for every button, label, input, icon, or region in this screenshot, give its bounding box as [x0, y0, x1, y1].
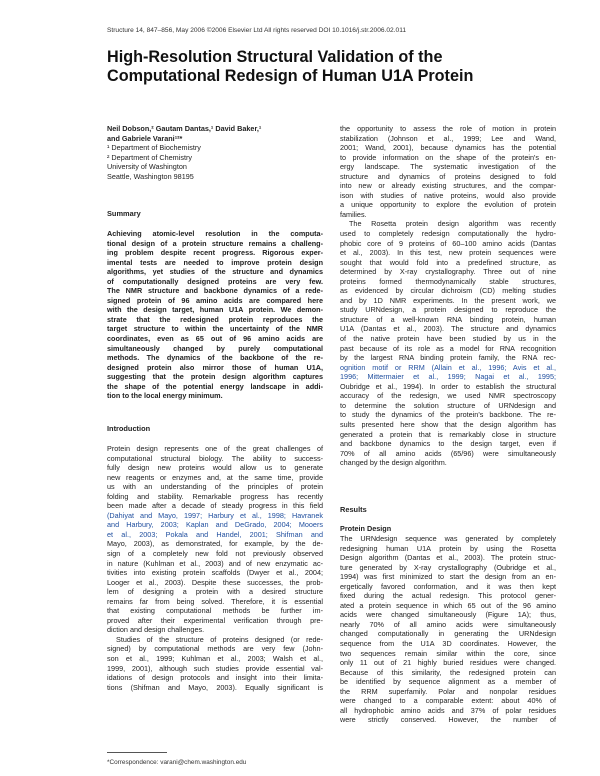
body-line: idations of design protocols and insight into their limita-: [107, 673, 323, 683]
body-line: et al., 2003). In this test, new protein sequences were: [340, 248, 556, 258]
body-line: ergy landscape. The systematic investigation of the: [340, 162, 556, 172]
abstract-line: suggesting that the protein design algorithm captures: [107, 372, 323, 382]
body-line: past because of its role as a model for RNA recognition: [340, 343, 556, 353]
body-line: lem of designing a protein with a desired structure: [107, 587, 323, 597]
affiliation-line: University of Washington: [107, 162, 187, 172]
body-line: Protein design represents one of the great challenges of: [107, 444, 323, 453]
body-line: ture generated by X-ray crystallography (Oubridge et al.,: [340, 562, 556, 572]
body-line: and by 1D NMR experiments. In the present work, we: [340, 295, 556, 305]
abstract-line: coordinates, even as 65 out of 96 amino acids are: [107, 334, 323, 344]
body-line: accuracy of the redesign, we used NMR spectroscopy: [340, 391, 556, 401]
body-line: two sequences remain similar within the core, since: [340, 648, 556, 658]
body-line: structure and dynamics of proteins designed to fold: [340, 171, 556, 181]
author-block: [107, 124, 323, 181]
abstract-line: tional design of a protein structure remains a challeng-: [107, 238, 323, 248]
results-body: [340, 534, 556, 725]
body-line: the opportunity to assess the role of motion in protein: [340, 124, 556, 133]
body-line: folding and stability. Remarkable progress has recently: [107, 491, 323, 501]
body-line: structure of a well-known RNA binding protein, human: [340, 314, 556, 324]
abstract-line: ing problem despite recent progress. Rigorous exper-: [107, 248, 323, 258]
body-line: remains far from being solved. Therefore, it is essential: [107, 596, 323, 606]
body-line: changed computationally in generating the URNdesign: [340, 629, 556, 639]
body-line: signed) by computational methods are very few (John-: [107, 644, 323, 654]
body-line: sought that would fold into a predefined structure, as: [340, 257, 556, 267]
body-line: Looger et al., 2003). Despite these successes, the prob-: [107, 577, 323, 587]
body-line: be identified by sequence alignment as a member of: [340, 677, 556, 687]
body-line: stabilization (Johnson et al., 1999; Lee and Wand,: [340, 133, 556, 143]
body-line: U1A (Dantas et al., 2003). The structure and dynamics: [340, 324, 556, 334]
body-line: changed by the design algorithm.: [340, 458, 447, 468]
abstract-line: tion to the local energy minimum.: [107, 391, 223, 401]
body-line: to determine the solution structure of URNdesign and: [340, 400, 556, 410]
article-title: [107, 48, 547, 86]
body-line: study URNdesign, a protein designed to reproduce the: [340, 305, 556, 315]
abstract-line: simultaneously changed by purely computational: [107, 343, 323, 353]
body-line: by the largest RNA binding protein family, the RNA rec-: [340, 353, 556, 363]
abstract-line: Achieving atomic-level resolution in the computa-: [107, 229, 323, 238]
body-line: all hydrophobic amino acids and 37% of polar residues: [340, 705, 556, 715]
citation-line[interactable]: et al., 2003; Pokala and Handel, 2001; Shifman and: [107, 529, 323, 539]
abstract-line: strate that the redesigned protein reproduces the: [107, 314, 323, 324]
body-line: tivities into existing protein scaffolds (Dwyer et al., 2004;: [107, 568, 323, 578]
body-line: sults presented here show that the design algorithm has: [340, 419, 556, 429]
body-line: 2001; Wand, 2001), because dynamics has the potential: [340, 143, 556, 153]
body-line: nearly 70% of all amino acids were simultaneously: [340, 619, 556, 629]
body-line: fixed during the actual redesign. This protocol gener-: [340, 591, 556, 601]
body-line: computational structural biology. The ability to success-: [107, 453, 323, 463]
body-line: proved after their experimental verification through pre-: [107, 615, 323, 625]
body-line: tions (Shifman and Mayo, 2003). Equally significant is: [107, 682, 323, 692]
author-line: Neil Dobson,² Gautam Dantas,¹ David Baker,¹: [107, 124, 262, 133]
results-heading: Results: [340, 505, 367, 514]
body-line: Studies of the structure of proteins designed (or rede-: [116, 634, 323, 644]
right-paragraph-1: [340, 124, 556, 468]
body-line: a unique opportunity to explore the evolution of protein: [340, 200, 556, 210]
results-subheading: Protein Design: [340, 524, 392, 533]
body-line: the RRM superfamily. Polar and nonpolar residues: [340, 686, 556, 696]
body-line: to study the dynamics of the protein's backbone. The re-: [340, 410, 556, 420]
body-line: as evidenced by circular dichroism (CD) melting studies: [340, 286, 556, 296]
abstract-line: The NMR structure and backbone dynamics of a rede-: [107, 286, 323, 296]
body-line: Mayo, 2003), as demonstrated, for example, by the de-: [107, 539, 323, 549]
correspondence-footnote[interactable]: *Correspondence: varani@chem.washington.edu: [107, 759, 247, 766]
body-line: sequence from the U1A 3D coordinates. However, the: [340, 639, 556, 649]
citation-line[interactable]: (Dahiyat and Mayo, 1997; Harbury et al., 1998; Havranek: [107, 510, 323, 520]
body-line: acids were changed simultaneously (Figure 1A); thus,: [340, 610, 556, 620]
body-line: into new or already existing structures, and the compar-: [340, 181, 556, 191]
affiliation-line: Seattle, Washington 98195: [107, 171, 194, 181]
summary-heading: Summary: [107, 209, 141, 218]
body-line: The Rosetta protein design algorithm was recently: [349, 219, 556, 229]
body-line: of the native protein have been studied by us in the: [340, 334, 556, 344]
body-line: sign of a completely new fold not previously observed: [107, 549, 323, 559]
abstract-line: of computationally designed proteins are very few.: [107, 276, 323, 286]
body-line: redesigning human U1A protein by using the Rosetta: [340, 543, 556, 553]
footnote-rule: [107, 752, 167, 753]
body-line: families.: [340, 209, 367, 219]
body-line: 1994) was first minimized to start the design from an en-: [340, 572, 556, 582]
body-line: were changed to a comparable extent: about 40% of: [340, 696, 556, 706]
abstract-line: imental tests are needed to improve protein design: [107, 257, 323, 267]
citation-line[interactable]: and Harbury, 2003; Kaplan and DeGrado, 2004; Mooers: [107, 520, 323, 530]
body-line: son et al., 1999; Kuhlman et al., 2003; Walsh et al.,: [107, 654, 323, 664]
body-line: determined by X-ray crystallography. Three out of nine: [340, 267, 556, 277]
intro-heading: Introduction: [107, 424, 151, 433]
citation-line[interactable]: 1996; Mittermaier et al., 1999; Nagai et al., 1995;: [340, 372, 556, 382]
body-line: new reagents or enzymes and, at the same time, provide: [107, 472, 323, 482]
body-line: ergetically favored conformation, and it was then kept: [340, 581, 556, 591]
body-line: proteins formed thermodynamically stable structures,: [340, 276, 556, 286]
abstract-line: signed protein of 96 amino acids are compared here: [107, 295, 323, 305]
abstract-line: methods. The dynamics of the backbone of the re-: [107, 353, 323, 363]
citation-line[interactable]: ognition motif or RRM (Allain et al., 1996; Avis et al.,: [340, 362, 556, 372]
journal-header: Structure 14, 847–856, May 2006 ©2006 Elsevier Ltd All rights reserved DOI 10.1016/j.str.2006.02.011: [107, 27, 407, 34]
title-line: High-Resolution Structural Validation of the: [107, 48, 443, 66]
body-line: phobic core of 9 proteins of 60–100 amino acids (Dantas: [340, 238, 556, 248]
body-line: Oubridge et al., 1994). In order to establish the structural: [340, 381, 556, 391]
affiliation-line: ¹ Department of Biochemistry: [107, 143, 201, 153]
author-line: and Gabriele Varani¹²*: [107, 133, 183, 143]
body-line: 70% of all amino acids (65/96) were simultaneously: [340, 448, 556, 458]
body-line: only 11 out of 21 highly buried residues were changed.: [340, 658, 556, 668]
abstract-line: with the design target, human U1A protein. We demon-: [107, 305, 323, 315]
body-line: and backbone dynamics to the design target, even if: [340, 439, 556, 449]
body-line: in nature (Kuhlman et al., 2003) and of new enzymatic ac-: [107, 558, 323, 568]
abstract-line: target structure to within the uncertainty of the NMR: [107, 324, 323, 334]
body-line: Design algorithm (Dantas et al., 2003). The protein struc-: [340, 553, 556, 563]
affiliation-line: ² Department of Chemistry: [107, 152, 193, 162]
body-line: to provide information on the shape of the protein's en-: [340, 152, 556, 162]
body-line: diction and design challenges.: [107, 625, 205, 635]
body-line: that existing computational methods be further im-: [107, 606, 323, 616]
body-line: used to completely redesign computationally the hydro-: [340, 229, 556, 239]
summary-abstract: [107, 229, 323, 401]
abstract-line: the shape of the potential energy landscape in addi-: [107, 381, 323, 391]
intro-body: [107, 444, 323, 692]
body-line: ated a protein sequence in which 65 out of the 96 amino: [340, 600, 556, 610]
body-line: The URNdesign sequence was generated by completely: [340, 534, 556, 543]
body-line: Because of this similarity, the redesigned protein can: [340, 667, 556, 677]
body-line: generated a protein that is remarkably close in structure: [340, 429, 556, 439]
body-line: 1999, 2001), although such studies provide essential val-: [107, 663, 323, 673]
body-line: fully design new proteins would allow us to generate: [107, 463, 323, 473]
body-line: ison with studies of native proteins, would also provide: [340, 190, 556, 200]
abstract-line: algorithms, yet studies of the structure and dynamics: [107, 267, 323, 277]
body-line: us with an understanding of the principles of protein: [107, 482, 323, 492]
body-line: were strictly conserved. However, the number of: [340, 715, 556, 725]
body-line: been made after a decade of steady progress in this field: [107, 501, 323, 511]
title-line: Computational Redesign of Human U1A Protein: [107, 67, 474, 85]
abstract-line: designed protein also mirror those of human U1A,: [107, 362, 323, 372]
